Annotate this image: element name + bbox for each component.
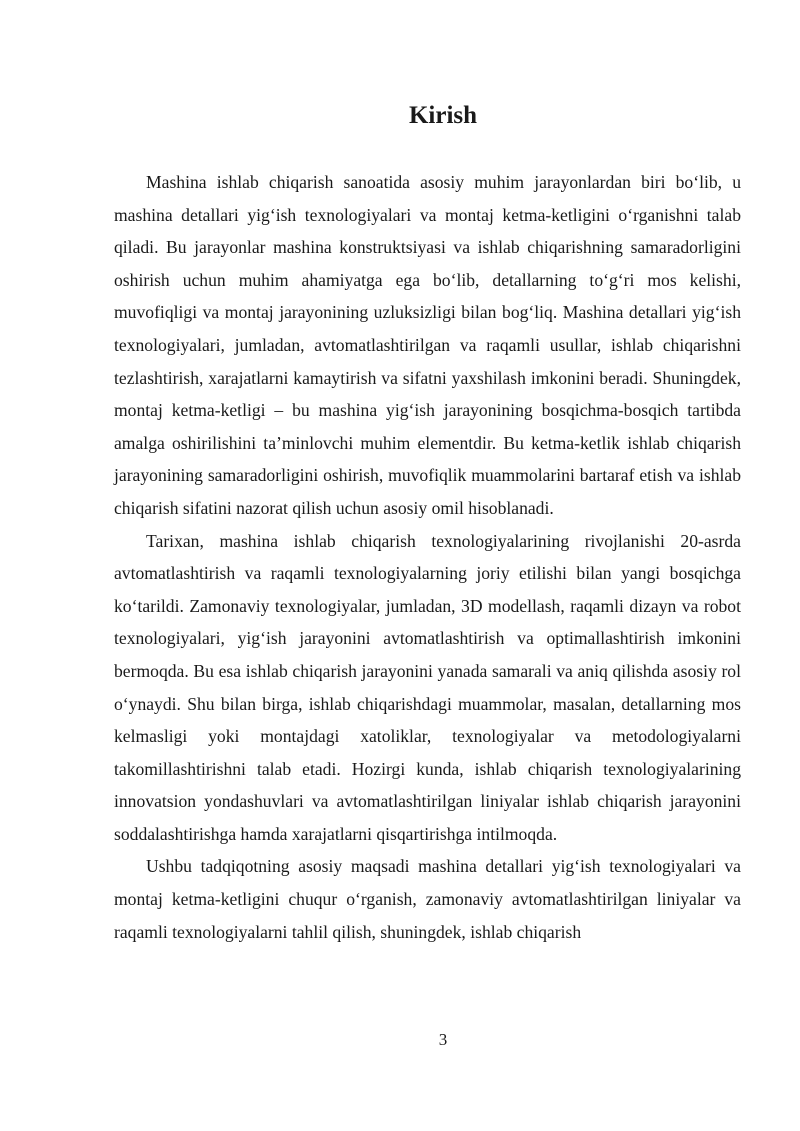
page-number: 3	[438, 1030, 448, 1049]
paragraph-3: Ushbu tadqiqotning asosiy maqsadi mashina detallari yig‘ish texnologiyalari va montaj ketma-ketligini chuqur o‘rganish, zamonaviy avtomatlashtirilgan liniyalar va raqamli texnologiyalarni tahlil qilish, shuningdek, ishlab chiqarish	[114, 856, 741, 942]
body-text	[114, 166, 741, 948]
page-title: Kirish	[408, 102, 478, 129]
paragraph-2: Tarixan, mashina ishlab chiqarish texnologiyalarining rivojlanishi 20-asrda avtomatlashtirish va raqamli texnologiyalarning joriy etilishi bilan yangi bosqichga ko‘tarildi. Zamonaviy texnologiyalar, jumladan, 3D modellash, raqamli dizayn va robot texnologiyalari, yig‘ish jarayonini avtomatlashtirish va optimallashtirish imkonini bermoqda. Bu esa ishlab chiqarish jarayonini yanada samarali va aniq qilishda asosiy rol o‘ynaydi. Shu bilan birga, ishlab chiqarishdagi muammolar, masalan, detallarning mos kelmasligi yoki montajdagi xatoliklar, texnologiyalar va metodologiyalarni takomillashtirishni talab etadi. Hozirgi kunda, ishlab chiqarish texnologiyalarining innovatsion yondashuvlari va avtomatlashtirilgan liniyalar ishlab chiqarish jarayonini soddalashtirishga hamda xarajatlarni qisqartirishga intilmoqda.	[114, 530, 741, 844]
paragraph-1: Mashina ishlab chiqarish sanoatida asosiy muhim jarayonlardan biri bo‘lib, u mashina detallari yig‘ish texnologiyalari va montaj ketma-ketligini o‘rganishni talab qiladi. Bu jarayonlar mashina konstruktsiyasi va ishlab chiqarishning samaradorligini oshirish uchun muhim ahamiyatga ega bo‘lib, detallarning to‘g‘ri mos kelishi, muvofiqligi va montaj jarayonining uzluksizligi bilan bog‘liq. Mashina detallari yig‘ish texnologiyalari, jumladan, avtomatlashtirilgan va raqamli usullar, ishlab chiqarishni tezlashtirish, xarajatlarni kamaytirish va sifatni yaxshilash imkonini beradi. Shuningdek, montaj ketma-ketligi – bu mashina yig‘ish jarayonining bosqichma-bosqich tartibda amalga oshirilishini ta’minlovchi muhim elementdir. Bu ketma-ketlik ishlab chiqarish jarayonining samaradorligini oshirish, muvofiqlik muammolarini bartaraf etish va ishlab chiqarish sifatini nazorat qilish uchun asosiy omil hisoblanadi.	[114, 172, 741, 518]
